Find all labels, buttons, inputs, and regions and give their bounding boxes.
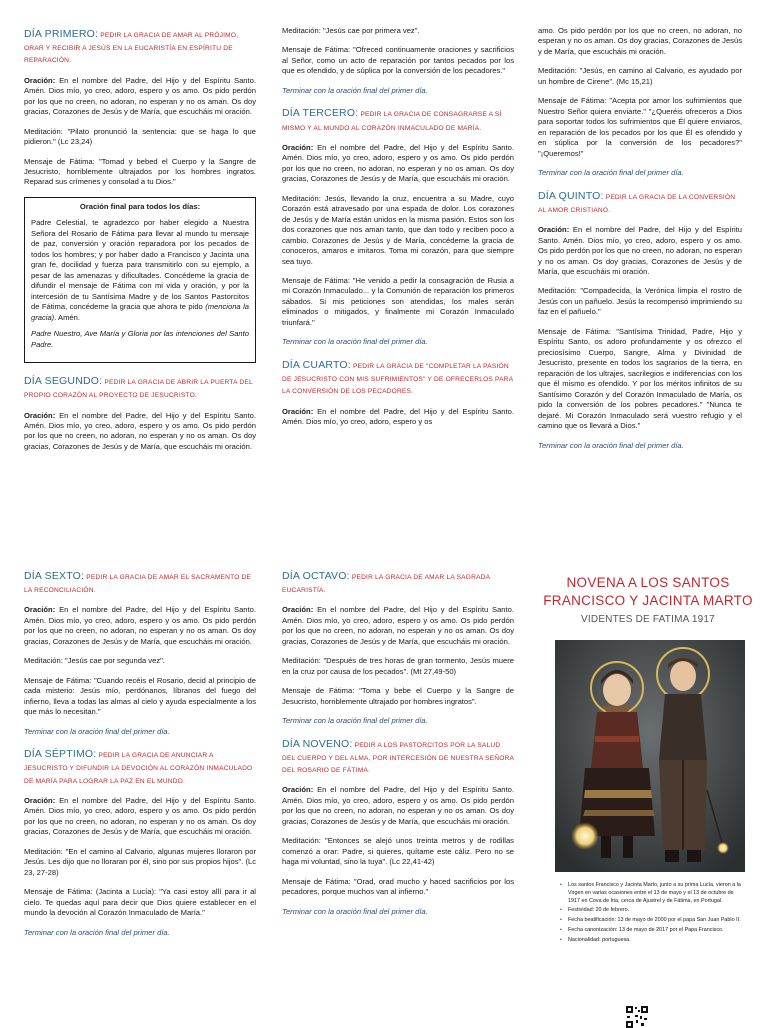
- day-6-oracion: Oración: En el nombre del Padre, del Hijo y del Espíritu Santo. Amén. Dios mío, yo creo, adoro, espero y os amo. Os pido perdón por los que no creen, no adoran, no esperan y no os aman. Os doy gracias, Corazones de Jesús y de María, que escucháis mi oración.: [24, 605, 256, 646]
- day-7-oracion: Oración: En el nombre del Padre, del Hijo y del Espíritu Santo. Amén. Dios mío, yo creo, adoro, espero y os amo. Os pido perdón por los que no creen, no adoran, no esperan y no os aman. Os doy gracias, Corazones de Jesús y de María, que escucháis mi oración.: [24, 795, 256, 837]
- day-2-intent: PEDIR LA GRACIA DE ABRIR LA PUERTA DEL PROPIO CORAZÓN AL PROYECTO DE JESUCRISTO.: [24, 379, 253, 400]
- day-1-name: DÍA PRIMERO:: [24, 28, 99, 40]
- day-1-intent: PEDIR LA GRACIA DE AMAR AL PRÓJIMO, ORAR Y RECIBIR A JESÚS EN LA EUCARISTÍA EN ESPÍRITU DE REPARACIÓN.: [24, 32, 239, 65]
- day-4-name: DÍA CUARTO:: [282, 358, 351, 371]
- day-4-oracion-cont: amo. Os pido perdón por los que no creen, no adoran, no esperan y no os aman. Os doy gracias, Corazones de Jesús y de María, que escucháis mi oración.: [538, 26, 742, 56]
- cover-subtitle: VIDENTES DE FATIMA 1917: [581, 614, 715, 626]
- day-5-heading: [538, 188, 742, 216]
- day-3-meditacion: Meditación: Jesús, llevando la cruz, encuentra a su Madre, cuyo Corazón está atravesado por una espada de dolor. Los corazones de Jesús y de María están unidos en la misma pasión. Estos son los dos corazones que nos aman tanto, que dan todo y reciben poco a cambio. Corazones de Jesús y de María, concédeme la gracia de conoceros, amaros e imitaros. Toma mi corazón, para que siempre sea tuyo.: [282, 193, 514, 266]
- day-6-mensaje: Mensaje de Fátima: "Cuando recéis el Rosario, decid al principio de cada misterio: Jesús mío, perdónanos, líbranos del fuego del infierno, lleva a todas las almas al cielo y ayuda especialmente a los que más lo necesitan.": [24, 675, 256, 717]
- cover-title-line-2: FRANCISCO Y JACINTA MARTO: [543, 593, 753, 609]
- qr-code-icon: [626, 1006, 648, 1028]
- day-1-mensaje: Mensaje de Fátima: "Tomad y bebed el Cuerpo y la Sangre de Jesucristo, horriblemente ultrajados por los hombres ingratos. Reparad sus crímenes y consolad a tu Dios.": [24, 156, 256, 187]
- day-3-mensaje: Mensaje de Fátima: "He venido a pedir la consagración de Rusia a mi Corazón Inmaculado... y la Comunión de reparación los primeros sábados. Si mis peticiones son atendidas, los males serán eliminados o mitigados, y finalmente mi Corazón Inmaculado triunfará.": [282, 275, 515, 327]
- day-4-meditacion: Meditación: "Jesús, en camino al Calvario, es ayudado por un hombre de Cirene". (Mc 15,21): [538, 66, 742, 86]
- column-2-top: [282, 26, 514, 436]
- day-4-intent: PEDIR LA GRACIA DE "COMPLETAR LA PASIÓN DE JESUCRISTO CON MIS SUFRIMIENTOS" Y DE OFRECERLOS PARA LA CONVERSIÓN DE LOS PECADORES.: [282, 362, 513, 396]
- day-7-heading: [24, 746, 256, 787]
- day-2-heading: [24, 373, 256, 401]
- fact-item: ▪ Festividad: 20 de febrero.: [568, 907, 744, 915]
- final-prayer-text: Padre Celestial, te agradezco por haber elegido a Nuestra Señora del Rosario de Fátima para llevar al mundo tu mensaje de paz, conversión y oración reparadora por los pecados de todos los hombres; y por haber dado a Francisco y Jacinta una gran fe, docilidad y fuerza para transmitirlo con su ejemplo, a pesar de las amenazas y dificultades. Concédeme la gracia de difundir el mensaje de Fátima con mi vida y oración, y por la intercesión de tu Santísima Madre y de los Santos Pastorcitos de Fátima, concédeme la gracia que ahora te pido (menciona la gracia). Amén.: [31, 218, 249, 322]
- column-3-top: [538, 26, 742, 460]
- day-5-intent: PEDIR LA GRACIA DE LA CONVERSIÓN AL AMOR CRISTIANO.: [538, 193, 736, 214]
- day-2-terminar: Terminar con la oración final del primer día.: [282, 85, 428, 95]
- day-8-name: DÍA OCTAVO:: [282, 570, 350, 582]
- day-9-name: DÍA NOVENO:: [282, 737, 353, 750]
- day-8-meditacion: Meditación: "Después de tres horas de gran tormento, Jesús muere en la cruz por causa de los pecados". (Mt 27,49-50): [282, 656, 514, 676]
- fact-item: ▪ Fecha canonización: 13 de mayo de 2017 por el Papa Francisco.: [568, 927, 744, 935]
- day-7-mensaje: Mensaje de Fátima: (Jacinta a Lucía): "Ya casi estoy allí para ir al cielo. Te quedas aquí para decir que Dios quiere establecer en el mundo la devoción al Corazón Inmaculado de María.": [24, 887, 256, 918]
- day-9-oracion: Oración: En el nombre del Padre, del Hijo y del Espíritu Santo. Amén. Dios mío, yo creo, adoro, espero y os amo. Os pido perdón por los que no creen, no adoran, no esperan y no os aman. Os doy gracias, Corazones de Jesús y de María, que escucháis mi oración.: [282, 785, 514, 826]
- day-5-meditacion: Meditación: "Compadecida, la Verónica limpia el rostro de Jesús con un pañuelo. Jesús la recompensó imprimiendo su faz en el pañuelo.": [538, 286, 742, 317]
- day-9-terminar: Terminar con la oración final del primer día.: [282, 906, 428, 916]
- day-3-terminar: Terminar con la oración final del primer día.: [282, 337, 428, 347]
- column-1-top: [24, 26, 256, 461]
- day-2-name: DÍA SEGUNDO:: [24, 375, 103, 388]
- day-1-oracion: Oración: En el nombre del Padre, del Hijo y del Espíritu Santo. Amén. Dios mío, yo creo, adoro, espero y os amo. Os pido perdón por los que no creen, no adoran, no esperan y no os aman. Os doy gracias, Corazones de Jesús y de María, que escucháis mi oración.: [24, 75, 256, 117]
- cover-header: [540, 574, 756, 625]
- day-6-terminar: Terminar con la oración final del primer día.: [24, 726, 170, 736]
- day-3-intent: PEDIR LA GRACIA DE CONSAGRARSE A SÍ MISMO Y AL MUNDO AL CORAZÓN INMACULADO DE MARÍA.: [282, 111, 502, 132]
- day-2-meditacion: Meditación: "Jesús cae por primera vez".: [282, 26, 420, 35]
- day-5-name: DÍA QUINTO:: [538, 189, 604, 202]
- column-1-bottom: [24, 568, 256, 947]
- day-4-heading: [282, 357, 514, 398]
- cover-title-line-1: NOVENA A LOS SANTOS: [566, 575, 730, 590]
- day-7-meditacion: Meditación: "En el camino al Calvario, algunas mujeres lloraron por Jesús. Les dijo que no lloraran por él, sino por sus propios hijos". (Lc 23, 27-28): [24, 846, 256, 877]
- day-3-name: DÍA TERCERO:: [282, 107, 359, 120]
- cover-facts-list: [558, 882, 744, 947]
- fact-item: ▪ Fecha beatificación: 13 de mayo de 2000 por el papa San Juan Pablo II.: [568, 917, 744, 925]
- day-8-heading: [282, 568, 514, 596]
- fact-item: ▪ Los santos Francisco y Jacinta Marto, junto a su prima Lucía, vieron a la Virgen en varias ocasiones entre el 13 de mayo y el 13 de octubre de 1917 en Cova de Iria, cerca de Ajustrel y de Fátima, en Portugal.: [568, 882, 744, 905]
- day-9-heading: [282, 736, 514, 777]
- day-6-name: DÍA SEXTO:: [24, 570, 85, 582]
- day-1-heading: [24, 26, 256, 67]
- day-3-oracion: Oración: En el nombre del Padre, del Hijo y del Espíritu Santo. Amén. Dios mío, yo creo, adoro, espero y os amo. Os pido perdón por los que no creen, no adoran, no esperan y no os aman. Os doy gracias, Corazones de Jesús y de María, que escucháis mi oración.: [282, 142, 514, 184]
- day-8-oracion: Oración: En el nombre del Padre, del Hijo y del Espíritu Santo. Amén. Dios mío, yo creo, adoro, espero y os amo. Os pido perdón por los que no creen, no adoran, no esperan y no os aman. Os doy gracias, Corazones de Jesús y de María, que escucháis mi oración.: [282, 605, 514, 646]
- day-9-intent: PEDIR A LOS PASTORCITOS POR LA SALUD DEL CUERPO Y DEL ALMA, POR INTERCESIÓN DE NUESTRA SEÑORA DEL ROSARIO DE FÁTIMA.: [282, 741, 514, 775]
- column-2-bottom: [282, 568, 514, 926]
- saints-portrait-image: [555, 640, 745, 872]
- day-6-meditacion: Meditación: "Jesús cae por segunda vez".: [24, 656, 165, 666]
- day-7-intent: PEDIR LA GRACIA DE ANUNCIAR A JESUCRISTO Y DIFUNDIR LA DEVOCIÓN AL CORAZÓN INMACULADO DE MARÍA PARA LOGRAR LA PAZ EN EL MUNDO.: [24, 752, 253, 785]
- day-2-oracion: Oración: En el nombre del Padre, del Hijo y del Espíritu Santo. Amén. Dios mío, yo creo, adoro, espero y os amo. Os pido perdón por los que no creen, no adoran, no esperan y no os aman. Os doy gracias, Corazones de Jesús y de María, que escucháis mi oración.: [24, 410, 256, 451]
- day-5-mensaje: Mensaje de Fátima: "Santísima Trinidad, Padre, Hijo y Espíritu Santo, os adoro profundamente y os ofrezco el preciosísimo Cuerpo, Sangre, Alma y Divinidad de Jesucristo, presente en todos los sagrarios de la tierra, en reparación de los ultrajes, sacrilegios e indiferencias con los que él mismo es ofendido. Y por los méritos infinitos de su Santísimo Corazón y del Corazón Inmaculado de María, os pido la conversión de los pobres pecadores." "Nunca te dejaré. Mi Corazón Inmaculado será vuestro refugio y el camino que os llevará a Dios.": [538, 326, 742, 431]
- final-prayer-closing: Padre Nuestro, Ave María y Gloria por las intenciones del Santo Padre.: [31, 329, 249, 349]
- final-prayer-box: [24, 197, 256, 363]
- day-1-meditacion: Meditación: "Pilato pronunció la sentencia: que se haga lo que pidieron." (Lc 23,24): [24, 126, 256, 147]
- day-4-oracion: Oración: En el nombre del Padre, del Hijo y del Espíritu Santo. Amén. Dios mío, yo creo, adoro, espero y os: [282, 406, 514, 426]
- fact-item: ▪ Nacionalidad: portuguesa.: [568, 937, 744, 945]
- day-4-terminar: Terminar con la oración final del primer día.: [538, 168, 684, 178]
- day-6-heading: [24, 568, 256, 596]
- day-7-name: DÍA SÉPTIMO:: [24, 748, 97, 761]
- final-prayer-title: Oración final para todos los días:: [79, 201, 201, 211]
- day-5-terminar: Terminar con la oración final del primer día.: [538, 440, 684, 450]
- day-9-mensaje: Mensaje de Fátima: "Orad, orad mucho y haced sacrificios por los pecadores, porque muchos van al infierno.": [282, 876, 514, 897]
- day-9-meditacion: Meditación: "Entonces se alejó unos treinta metros y de rodillas comenzó a orar: Padre, si quieres, quítame este cáliz. Pero no se haga mi voluntad, sino la tuya". (Lc 22,41-42): [282, 836, 514, 867]
- day-2-mensaje: Mensaje de Fátima: "Ofreced continuamente oraciones y sacrificios al Señor, como un acto de reparación por tantos pecados por los que es ofendido, y de súplica por la conversión de los pecadores.": [282, 45, 514, 76]
- day-5-oracion: Oración: En el nombre del Padre, del Hijo y del Espíritu Santo. Amén. Dios mío, yo creo, adoro, espero y os amo. Os pido perdón por los que no creen, no adoran, no esperan y no os aman. Os doy gracias, Corazones de Jesús y de María, que escucháis mi oración.: [538, 225, 742, 276]
- day-8-mensaje: Mensaje de Fátima: "Toma y bebe el Cuerpo y la Sangre de Jesucristo, horriblemente ultrajado por hombres ingratos".: [282, 686, 514, 706]
- day-8-terminar: Terminar con la oración final del primer día.: [282, 716, 428, 726]
- day-3-heading: [282, 105, 514, 133]
- day-4-mensaje: Mensaje de Fátima: "Acepta por amor los sufrimientos que Nuestro Señor quiera enviarte." "¿Queréis ofreceros a Dios para soportar todos los sufrimientos que Él quiere enviaros, en reparación de los pecados por los que Él es ofendido y en súplica por la conversión de los pecadores?" "¡Queremos!": [538, 96, 742, 158]
- day-6-intent: PEDIR LA GRACIA DE AMAR EL SACRAMENTO DE LA RECONCILIACIÓN.: [24, 574, 252, 595]
- day-8-intent: PEDIR LA GRACIA DE AMAR LA SAGRADA EUCARISTÍA.: [282, 574, 490, 595]
- day-7-terminar: Terminar con la oración final del primer día.: [24, 927, 170, 937]
